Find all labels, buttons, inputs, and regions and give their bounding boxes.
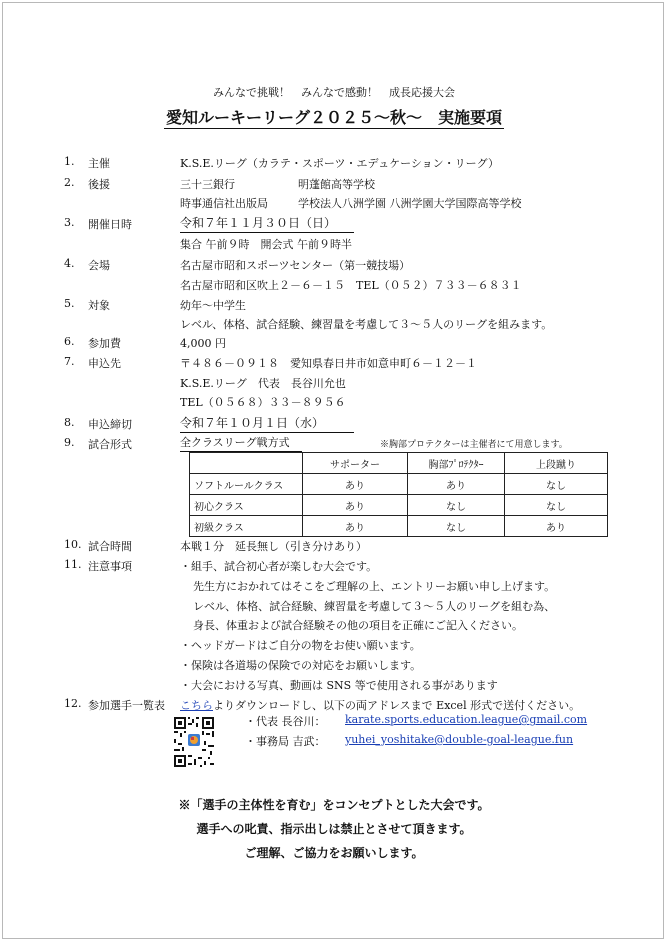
item-label-venue: 会場 (88, 259, 110, 272)
note-line: 身長、体重および試合経験その他の項目を正確にご記入ください。 (193, 619, 523, 632)
table-cell: あり (303, 474, 408, 495)
footer-concept: ※「選手の主体性を育む」をコンセプトとした大会です。 (178, 798, 490, 812)
table-cell: なし (505, 474, 608, 495)
class-table (189, 452, 608, 537)
sponsor-4: 学校法人八洲学園 八洲学園大学国際高等学校 (298, 197, 522, 210)
note-line: 先生方におかれてはそこをご理解の上、エントリーお願い申し上げます。 (193, 580, 556, 593)
page-title (0, 105, 668, 128)
apply-phone: TEL（０５６８）３３－８９５６ (180, 396, 346, 409)
table-header-cell: 胸部ﾌﾟﾛﾃｸﾀｰ (408, 453, 505, 474)
download-link[interactable]: こちら (180, 699, 213, 712)
table-header-cell: サポーター (303, 453, 408, 474)
table-cell: あり (303, 516, 408, 537)
table-cell: なし (408, 495, 505, 516)
protector-note: ※胸部プロテクターは主催者にて用意します。 (380, 440, 568, 450)
event-time: 集合 午前９時 開会式 午前９時半 (180, 238, 352, 251)
item-label-entry-list: 参加選手一覧表 (88, 699, 165, 712)
item-label-target: 対象 (88, 299, 110, 312)
apply-representative: K.S.E.リーグ 代表 長谷川允也 (180, 377, 346, 390)
entry-list-text: よりダウンロードし、以下の両アドレスまで Excel 形式で送付ください。 (213, 699, 581, 712)
contact-label-office: ・事務局 吉武： (245, 735, 326, 748)
item-number: 5. (64, 297, 75, 310)
entry-list-line (180, 697, 580, 713)
table-cell: なし (505, 495, 608, 516)
fee-value: 4,000 円 (180, 337, 226, 350)
table-cell: 初級クラス (190, 516, 303, 537)
table-cell: あり (505, 516, 608, 537)
table-cell: ソフトルールクラス (190, 474, 303, 495)
email-link-representative[interactable]: karate.sports.education.league@gmail.com (345, 713, 588, 726)
table-header-cell: 上段蹴り (505, 453, 608, 474)
table-row (190, 474, 608, 495)
item-label-organizer: 主催 (88, 157, 110, 170)
footer-rule: 選手への叱責、指示出しは禁止とさせて頂きます。 (196, 822, 472, 836)
target-note: レベル、体格、試合経験、練習量を考慮して３〜５人のリーグを組みます。 (180, 318, 553, 331)
item-number: 2. (64, 176, 75, 189)
contact-label-representative: ・代表 長谷川： (245, 715, 326, 728)
item-number: 4. (64, 257, 75, 270)
target-text: 幼年〜中学生 (180, 299, 246, 312)
email-link-office[interactable]: yuhei_yoshitake@double-goal-league.fun (345, 733, 574, 746)
table-row (190, 516, 608, 537)
table-cell: あり (303, 495, 408, 516)
item-label-match-time: 試合時間 (88, 540, 132, 553)
table-cell: 初心クラス (190, 495, 303, 516)
note-line: ・保険は各道場の保険での対応をお願いします。 (180, 659, 422, 672)
table-cell: なし (408, 516, 505, 537)
item-label-deadline: 申込締切 (88, 418, 132, 431)
item-label-apply-to: 申込先 (88, 357, 121, 370)
item-number: 7. (64, 355, 75, 368)
venue-address: 名古屋市昭和区吹上２－６－１５ TEL（０５２）７３３－６８３１ (180, 279, 522, 292)
item-label-format: 試合形式 (88, 438, 132, 451)
note-line: ・組手、試合初心者が楽しむ大会です。 (180, 560, 378, 573)
apply-address: 〒４８６－０９１８ 愛知県春日井市如意申町６－１２－１ (180, 357, 477, 370)
item-number: 10. (64, 538, 82, 551)
deadline-date: 令和７年１０月１日（水） (180, 414, 354, 433)
note-line: レベル、体格、試合経験、練習量を考慮して３〜５人のリーグを組む為、 (193, 600, 556, 613)
format-text: 全クラスリーグ戦方式 (180, 434, 302, 452)
item-number: 12. (64, 697, 82, 710)
item-label-notes: 注意事項 (88, 560, 132, 573)
sponsor-3: 時事通信社出版局 (180, 197, 268, 210)
item-number: 1. (64, 155, 75, 168)
item-number: 3. (64, 216, 75, 229)
qr-code-icon[interactable] (173, 716, 215, 768)
table-row (190, 495, 608, 516)
item-number: 6. (64, 335, 75, 348)
item-label-date: 開催日時 (88, 218, 132, 231)
footer-thanks: ご理解、ご協力をお願いします。 (244, 846, 424, 860)
item-number: 11. (64, 558, 82, 571)
venue-name: 名古屋市昭和スポーツセンター（第一競技場） (180, 259, 411, 272)
tagline: みんなで挑戦！ みんなで感動！ 成長応援大会 (213, 86, 455, 99)
item-number: 9. (64, 436, 75, 449)
table-header-cell (190, 453, 303, 474)
sponsor-2: 明蓬館高等学校 (298, 178, 375, 191)
item-number: 8. (64, 416, 75, 429)
table-header-row (190, 453, 608, 474)
match-time-text: 本戦１分 延長無し（引き分けあり） (180, 540, 367, 553)
table-cell: あり (408, 474, 505, 495)
item-label-sponsor: 後援 (88, 178, 110, 191)
title-text: 愛知ルーキーリーグ２０２５〜秋〜 実施要項 (165, 108, 502, 127)
sponsor-1: 三十三銀行 (180, 178, 235, 191)
item-label-fee: 参加費 (88, 337, 121, 350)
event-date: 令和７年１１月３０日（日） (180, 214, 354, 233)
note-line: ・大会における写真、動画は SNS 等で使用される事があります (180, 679, 498, 692)
organizer-text: K.S.E.リーグ（カラテ・スポーツ・エデュケーション・リーグ） (180, 157, 499, 170)
note-line: ・ヘッドガードはご自分の物をお使い願います。 (180, 639, 421, 652)
